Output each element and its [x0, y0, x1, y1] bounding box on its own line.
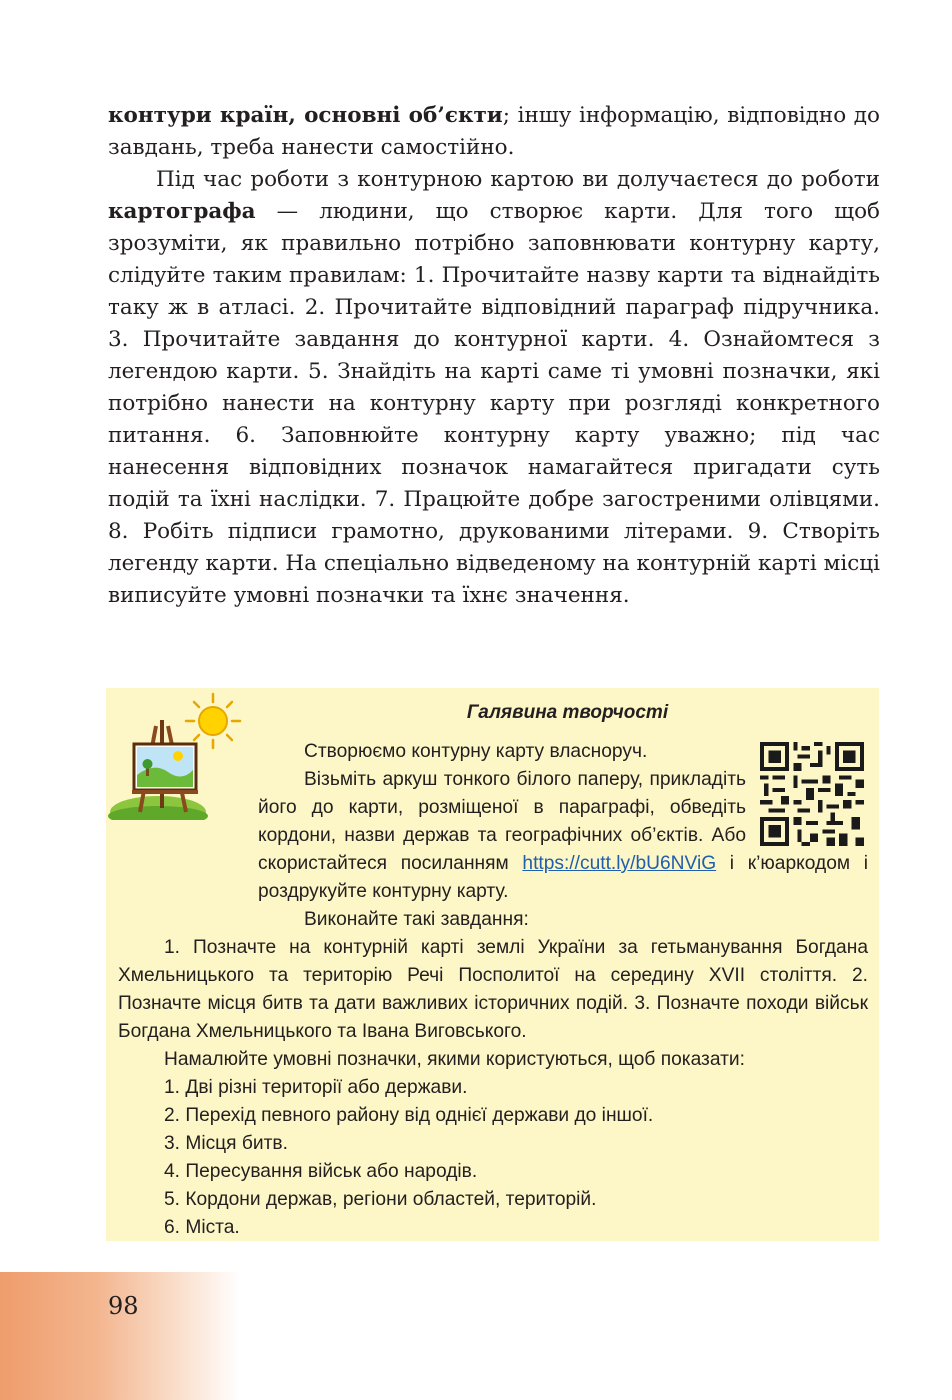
list-item: 1. Дві різні території або держави.: [164, 1077, 468, 1098]
intro-text: Візьміть аркуш тонкого білого паперу, прикладіть його до карти, розміщеної в параграфі, обведіть кордони, назви держав та географічних об’єктів. Або скористайтеся посиланням: [258, 769, 746, 874]
list-item: 6. Міста.: [164, 1217, 240, 1238]
tasks-heading: Виконайте такі завдання:: [304, 909, 529, 930]
intro-line: Створюємо контурну карту власноруч.: [304, 741, 648, 762]
paragraph-1: [108, 100, 880, 164]
paragraph-1-text: ; іншу інформацію, відповідно до завдань, треба нанести самостійно.: [108, 103, 880, 160]
tasks-text: 1. Позначте на контурній карті землі України за гетьманування Богдана Хмельницького та територію Речі Посполитої на середину XVII століття. 2. Позначте місця битв та дати важливих історичних подій. 3. Позначте походи військ Богдана Хмельницького та Івана Виговського.: [118, 937, 868, 1042]
list-item: 3. Місця битв.: [164, 1133, 288, 1154]
paragraph-2: [108, 164, 880, 612]
easel-painting-sun-icon: [106, 690, 246, 820]
intro-text-end: і к’юаркодом і роздрукуйте контурну карту.: [258, 853, 868, 902]
symbols-heading: Намалюйте умовні позначки, якими користуються, щоб показати:: [164, 1049, 745, 1070]
main-text: [108, 100, 880, 612]
page-number: 98: [108, 1292, 139, 1320]
list-item: 5. Кордони держав, регіони областей, територій.: [164, 1189, 597, 1210]
list-item: 2. Перехід певного району від однієї держави до іншої.: [164, 1105, 654, 1126]
box-title: Галявина творчості: [466, 702, 669, 723]
qr-code-icon[interactable]: [760, 742, 864, 846]
paragraph-2-rest: — людини, що створює карти. Для того щоб зрозуміти, як правильно потрібно заповнювати контурну карту, слідуйте таким правилам: 1. Прочитайте назву карти та віднайдіть таку ж в атласі. 2. Прочитайте відповідний параграф підручника. 3. Прочитайте завдання до контурної карти. 4. Ознайомтеся з легендою карти. 5. Знайдіть на карті саме ті умовні позначки, які потрібно нанести на контурну карту при розгляді конкретного питання. 6. Заповнюйте контурну карту уважно; під час нанесення відповідних позначок намагайтеся пригадати суть подій та їхні наслідки. 7. Працюйте добре загостреними олівцями. 8. Робіть підписи грамотно, друкованими літерами. 9. Створіть легенду карти. На спеціально відведеному на контурній карті місці виписуйте умовні позначки та їхнє значення.: [108, 199, 880, 608]
map-link[interactable]: https://cutt.ly/bU6NViG: [522, 853, 717, 874]
bold-text: контури країн, основні об’єкти: [108, 103, 503, 128]
list-item: 4. Пересування військ або народів.: [164, 1161, 478, 1182]
paragraph-2-start: Під час роботи з контурною картою ви долучаєтеся до роботи: [156, 167, 880, 192]
cartographer-term: картографа: [108, 199, 256, 224]
